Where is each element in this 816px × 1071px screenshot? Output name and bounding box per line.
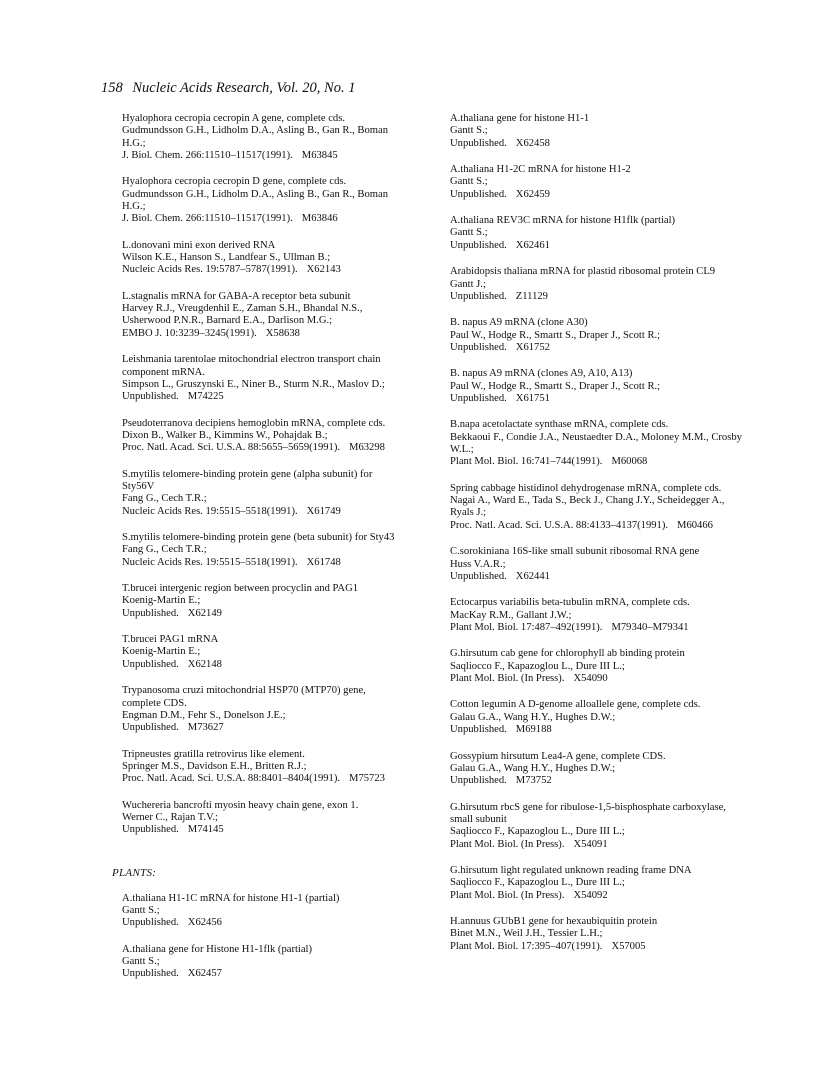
entry-authors: Werner C., Rajan T.V.; [122, 812, 218, 824]
entry-authors: Saqliocco F., Kapazoglou L., Dure III L.; [450, 877, 625, 889]
entry-authors: Gantt J.; [450, 278, 486, 290]
entry-reference: Unpublished. [450, 392, 507, 404]
entry-reference: Unpublished. [450, 341, 507, 353]
sequence-entry [450, 266, 746, 303]
sequence-entry [122, 469, 407, 518]
entry-accession: X61751 [515, 392, 550, 404]
entry-authors: Dixon B., Walker B., Kimmins W., Pohajdak B.; [122, 429, 328, 441]
entry-authors: Gantt S.; [122, 904, 160, 916]
entry-citation [122, 506, 407, 518]
entry-citation [122, 824, 407, 836]
entry-citation [122, 557, 407, 569]
entry-accession: X62457 [187, 968, 222, 980]
entry-accession: M73627 [187, 722, 224, 734]
entry-authors: Binet M.N., Weil J.H., Tessier L.H.; [450, 928, 603, 940]
entry-reference: Plant Mol. Biol. (In Press). [450, 838, 565, 850]
entry-title: Hyalophora cecropia cecropin D gene, complete cds. [122, 176, 347, 188]
sequence-entry [122, 685, 407, 734]
entry-title: G.hirsutum light regulated unknown reading frame DNA [450, 864, 692, 876]
entry-accession: M73752 [515, 775, 552, 787]
entry-title: A.thaliana gene for histone H1-1 [450, 113, 590, 124]
entry-title: B. napus A9 mRNA (clones A9, A10, A13) [450, 368, 633, 380]
entry-title: T.brucei intergenic region between procyclin and PAG1 [122, 583, 359, 595]
entry-citation [122, 213, 407, 225]
sequence-entry [450, 802, 746, 851]
section-heading-plants: PLANTS: [112, 866, 157, 879]
entry-title: S.mytilis telomere-binding protein gene (alpha subunit) for Sty56V [122, 468, 373, 492]
entry-title: Ectocarpus variabilis beta-tubulin mRNA, complete cds. [450, 597, 690, 609]
entry-accession: X61752 [515, 341, 550, 353]
entry-accession: M60466 [677, 519, 713, 531]
entry-authors: Gantt S.; [122, 955, 160, 967]
entry-citation [450, 189, 746, 201]
entry-reference: Unpublished. [450, 188, 507, 200]
entry-accession: X62461 [515, 239, 550, 251]
entry-reference: Unpublished. [122, 824, 179, 836]
sequence-entry [450, 368, 746, 405]
entry-accession: M75723 [349, 773, 385, 785]
entry-title: Arabidopsis thaliana mRNA for plastid ribosomal protein CL9 [450, 266, 716, 278]
entry-accession: X62456 [187, 917, 222, 929]
entry-title: B. napus A9 mRNA (clone A30) [450, 317, 588, 329]
entry-accession: X54090 [573, 672, 608, 684]
entry-reference: Unpublished. [122, 917, 179, 929]
entry-authors: Springer M.S., Davidson E.H., Britten R.J.; [122, 760, 307, 772]
entry-citation [122, 442, 407, 454]
entry-authors: Bekkaoui F., Condie J.A., Neustaedter D.A., Moloney M.M., Crosby W.L.; [450, 431, 742, 456]
entry-citation [450, 456, 746, 468]
entry-reference: J. Biol. Chem. 266:11510–11517(1991). [122, 213, 293, 225]
entry-accession: M69188 [515, 724, 552, 736]
entry-accession: X57005 [611, 940, 646, 952]
sequence-entry [450, 648, 746, 685]
entry-citation [450, 393, 746, 405]
entry-citation [450, 138, 746, 150]
entry-authors: Nagai A., Ward E., Tada S., Beck J., Chang J.Y., Scheidegger A., Ryals J.; [450, 495, 725, 519]
entry-reference: Unpublished. [450, 775, 507, 787]
entry-accession: M63298 [349, 442, 385, 454]
entry-accession: M79340–M79341 [611, 621, 689, 633]
entry-accession: X62149 [187, 607, 222, 619]
entry-authors: Galau G.A., Wang H.Y., Hughes D.W.; [450, 762, 616, 774]
sequence-entry [450, 546, 746, 583]
entry-accession: X54091 [573, 838, 608, 850]
entry-citation [122, 391, 407, 403]
sequence-entry [122, 418, 407, 455]
sequence-entry [122, 749, 407, 786]
entry-accession: M74225 [187, 391, 224, 403]
entry-accession: X62143 [306, 264, 341, 276]
left-entry-list [122, 113, 407, 837]
entry-title: C.sorokiniana 16S-like small subunit ribosomal RNA gene [450, 546, 700, 558]
sequence-entry [122, 800, 407, 837]
entry-reference: Unpublished. [122, 391, 179, 403]
entry-accession: X54092 [573, 889, 608, 901]
sequence-entry [450, 164, 746, 201]
entry-title: A.thaliana gene for Histone H1-1flk (partial) [122, 943, 313, 955]
entry-authors: Paul W., Hodge R., Smartt S., Draper J., Scott R.; [450, 329, 661, 341]
entry-citation [122, 659, 407, 671]
entry-reference: Unpublished. [122, 658, 179, 670]
entry-authors: Galau G.A., Wang H.Y., Hughes D.W.; [450, 711, 616, 723]
entry-authors: Simpson L., Gruszynski E., Niner B., Sturm N.R., Maslov D.; [122, 378, 385, 390]
sequence-entry [122, 583, 407, 620]
entry-accession: X62441 [515, 570, 550, 582]
entry-citation [450, 839, 746, 851]
entry-authors: Gantt S.; [450, 227, 488, 239]
entry-accession: Z11129 [515, 290, 548, 302]
entry-title: G.hirsutum rbcS gene for ribulose-1,5-bisphosphate carboxylase, small subunit [450, 801, 726, 825]
sequence-entry [122, 944, 407, 981]
entry-authors: Fang G., Cech T.R.; [122, 544, 207, 556]
entry-citation [450, 890, 746, 902]
entry-reference: Plant Mol. Biol. (In Press). [450, 889, 565, 901]
entry-authors: Koenig-Martin E.; [122, 595, 201, 607]
sequence-entry [122, 354, 407, 403]
entry-reference: Nucleic Acids Res. 19:5515–5518(1991). [122, 505, 298, 517]
entry-authors: Saqliocco F., Kapazoglou L., Dure III L.; [450, 660, 625, 672]
entry-citation [450, 673, 746, 685]
sequence-entry [122, 634, 407, 671]
entry-reference: Proc. Natl. Acad. Sci. U.S.A. 88:4133–4137(1991). [450, 519, 669, 531]
entry-accession: X58638 [265, 327, 300, 339]
entry-title: H.annuus GUbB1 gene for hexaubiquitin protein [450, 916, 658, 928]
entry-title: L.stagnalis mRNA for GABA-A receptor beta subunit [122, 290, 351, 302]
entry-title: Wuchereria bancrofti myosin heavy chain gene, exon 1. [122, 799, 359, 811]
sequence-entry [450, 865, 746, 902]
sequence-entry [122, 893, 407, 930]
entry-citation [122, 264, 407, 276]
entry-citation [450, 520, 746, 532]
entry-authors: Saqliocco F., Kapazoglou L., Dure III L.; [450, 826, 625, 838]
entry-title: L.donovani mini exon derived RNA [122, 239, 276, 251]
entry-title: Tripneustes gratilla retrovirus like element. [122, 748, 305, 760]
entry-title: S.mytilis telomere-binding protein gene (beta subunit) for Sty43 [122, 532, 395, 544]
entry-citation [122, 968, 407, 980]
entry-reference: Unpublished. [122, 968, 179, 980]
entry-reference: Unpublished. [450, 570, 507, 582]
right-entry-list [450, 113, 746, 953]
entry-reference: Nucleic Acids Res. 19:5787–5787(1991). [122, 264, 298, 276]
entry-authors: MacKay R.M., Gallant J.W.; [450, 609, 572, 621]
sequence-entry [450, 916, 746, 953]
entry-title: Trypanosoma cruzi mitochondrial HSP70 (MTP70) gene, complete CDS. [122, 685, 366, 709]
sequence-entry [122, 291, 407, 340]
entry-citation [450, 291, 746, 303]
entry-accession: M63845 [301, 149, 338, 161]
entry-citation [450, 941, 746, 953]
entry-accession: X62458 [515, 137, 550, 149]
entry-reference: Unpublished. [122, 607, 179, 619]
entry-title: B.napa acetolactate synthase mRNA, complete cds. [450, 419, 669, 431]
entry-citation [122, 917, 407, 929]
entry-citation [122, 773, 407, 785]
entry-title: Cotton legumin A D-genome alloallele gene, complete cds. [450, 699, 701, 711]
entry-authors: Fang G., Cech T.R.; [122, 493, 207, 505]
entry-reference: Proc. Natl. Acad. Sci. U.S.A. 88:5655–5659(1991). [122, 442, 341, 454]
entry-authors: Gudmundsson G.H., Lidholm D.A., Asling B., Gan R., Boman H.G.; [122, 188, 389, 212]
entry-citation [450, 240, 746, 252]
entry-accession: X62148 [187, 658, 222, 670]
entry-citation [450, 571, 746, 583]
entry-reference: EMBO J. 10:3239–3245(1991). [122, 327, 257, 339]
left-column [112, 113, 407, 995]
entry-reference: Proc. Natl. Acad. Sci. U.S.A. 88:8401–8404(1991). [122, 773, 341, 785]
entry-citation [450, 724, 746, 736]
entry-citation [450, 622, 746, 634]
sequence-entry [450, 699, 746, 736]
entry-reference: Plant Mol. Biol. (In Press). [450, 672, 565, 684]
entry-title: Pseudoterranova decipiens hemoglobin mRNA, complete cds. [122, 417, 386, 429]
entry-citation [450, 342, 746, 354]
entry-authors: Koenig-Martin E.; [122, 646, 201, 658]
sequence-entry [122, 176, 407, 225]
entry-title: G.hirsutum cab gene for chlorophyll ab binding protein [450, 648, 685, 660]
entry-accession: X61748 [306, 556, 341, 568]
entry-authors: Gudmundsson G.H., Lidholm D.A., Asling B., Gan R., Boman H.G.; [122, 125, 389, 149]
entry-reference: Unpublished. [450, 724, 507, 736]
entry-title: A.thaliana REV3C mRNA for histone H1flk (partial) [450, 215, 676, 227]
entry-authors: Paul W., Hodge R., Smartt S., Draper J., Scott R.; [450, 380, 661, 392]
entry-citation [122, 328, 407, 340]
entry-reference: Unpublished. [450, 239, 507, 251]
journal-title: Nucleic Acids Research, Vol. 20, No. 1 [132, 80, 356, 96]
entry-authors: Gantt S.; [450, 125, 488, 137]
entry-citation [122, 608, 407, 620]
entry-title: A.thaliana H1-2C mRNA for histone H1-2 [450, 164, 631, 176]
page-number: 158 [101, 80, 123, 96]
entry-reference: J. Biol. Chem. 266:11510–11517(1991). [122, 149, 293, 161]
entry-title: Leishmania tarentolae mitochondrial electron transport chain component mRNA. [122, 354, 381, 378]
entry-authors: Huss V.A.R.; [450, 558, 506, 570]
plant-entry-list [122, 893, 407, 981]
entry-citation [122, 722, 407, 734]
sequence-entry [450, 113, 746, 150]
sequence-entry [450, 215, 746, 252]
sequence-entry [122, 532, 407, 569]
entry-title: A.thaliana H1-1C mRNA for histone H1-1 (partial) [122, 892, 340, 904]
entry-title: Hyalophora cecropia cecropin A gene, complete cds. [122, 113, 345, 124]
entry-citation [122, 150, 407, 162]
entry-reference: Unpublished. [450, 137, 507, 149]
entry-authors: Wilson K.E., Hanson S., Landfear S., Ullman B.; [122, 252, 331, 264]
entry-authors: Gantt S.; [450, 176, 488, 188]
entry-reference: Plant Mol. Biol. 17:487–492(1991). [450, 621, 603, 633]
entry-reference: Nucleic Acids Res. 19:5515–5518(1991). [122, 556, 298, 568]
entry-reference: Plant Mol. Biol. 16:741–744(1991). [450, 456, 603, 468]
sequence-entry [450, 317, 746, 354]
right-column [450, 113, 746, 967]
entry-accession: M60068 [611, 456, 648, 468]
sequence-entry [450, 419, 746, 468]
entry-title: Gossypium hirsutum Lea4-A gene, complete CDS. [450, 750, 666, 762]
entry-accession: M74145 [187, 824, 224, 836]
entry-authors: Engman D.M., Fehr S., Donelson J.E.; [122, 709, 286, 721]
entry-reference: Unpublished. [122, 722, 179, 734]
sequence-entry [450, 751, 746, 788]
entry-reference: Plant Mol. Biol. 17:395–407(1991). [450, 940, 603, 952]
entry-title: T.brucei PAG1 mRNA [122, 634, 219, 646]
entry-accession: M63846 [301, 213, 338, 225]
entry-accession: X61749 [306, 505, 341, 517]
sequence-entry [450, 597, 746, 634]
running-header [101, 80, 355, 97]
sequence-entry [450, 483, 746, 532]
entry-authors: Harvey R.J., Vreugdenhil E., Zaman S.H., Bhandal N.S., Usherwood P.N.R., Barnard E.A., Darlison M.G.; [122, 303, 363, 327]
sequence-entry [122, 240, 407, 277]
entry-title: Spring cabbage histidinol dehydrogenase mRNA, complete cds. [450, 482, 722, 494]
sequence-entry [122, 113, 407, 162]
entry-reference: Unpublished. [450, 290, 507, 302]
entry-citation [450, 775, 746, 787]
entry-accession: X62459 [515, 188, 550, 200]
